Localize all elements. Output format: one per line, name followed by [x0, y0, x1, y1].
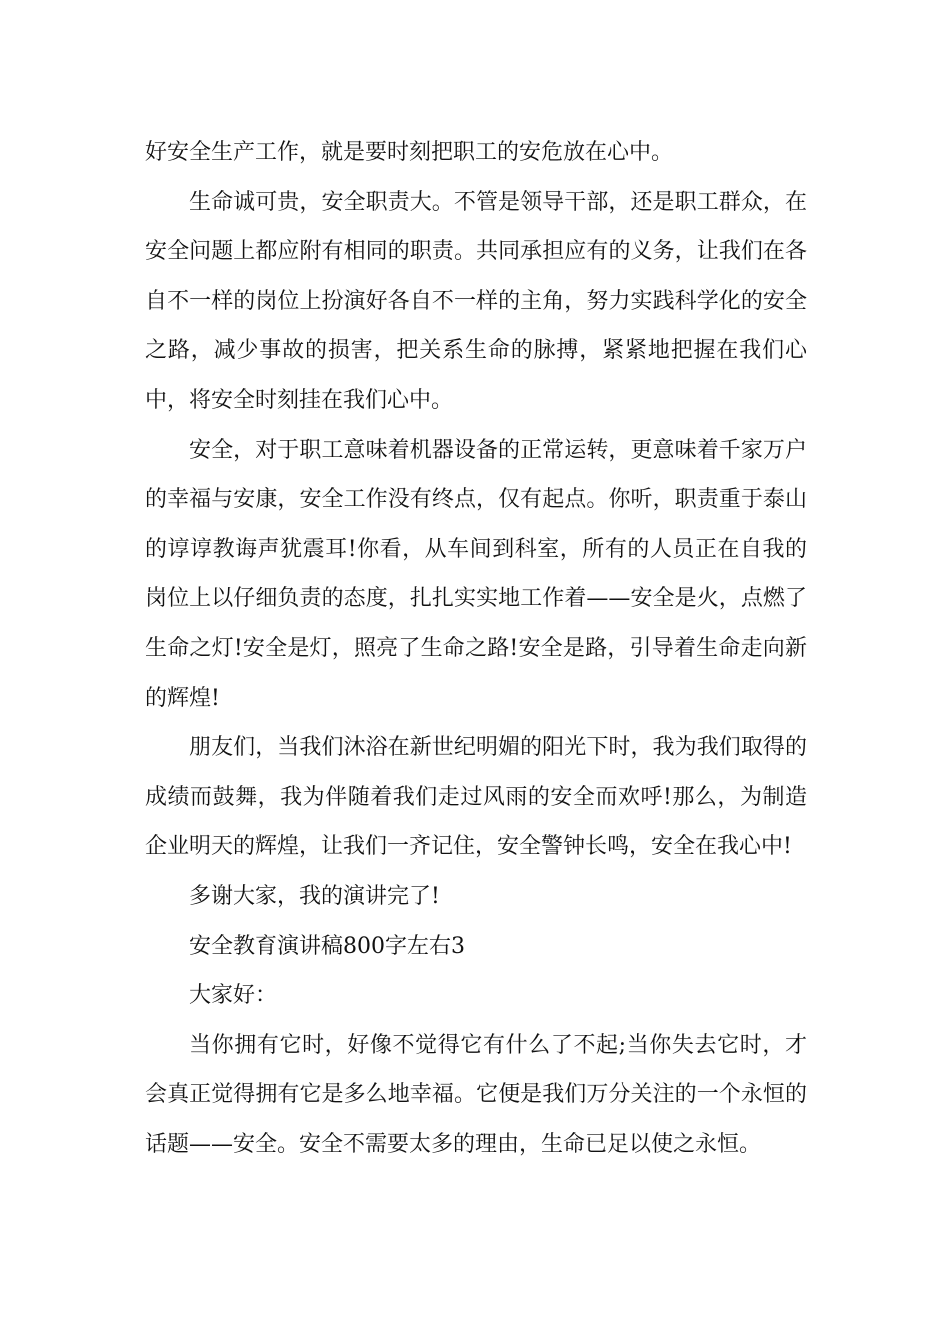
paragraph: 朋友们，当我们沐浴在新世纪明媚的阳光下时，我为我们取得的成绩而鼓舞，我为伴随着我们走过风雨的安全而欢呼!那么，为制造企业明天的辉煌，让我们一齐记住，安全警钟长鸣，安全在我心中!: [145, 735, 807, 860]
greeting: 大家好：: [189, 983, 278, 1009]
closing-line: 多谢大家，我的演讲完了!: [189, 883, 440, 909]
paragraph: 生命诚可贵，安全职责大。不管是领导干部，还是职工群众，在安全问题上都应附有相同的职责。共同承担应有的义务，让我们在各自不一样的岗位上扮演好各自不一样的主角，努力实践科学化的安全之路，减少事故的损害，把关系生命的脉搏，紧紧地把握在我们心中，将安全时刻挂在我们心中。: [145, 189, 807, 413]
paragraph: 安全，对于职工意味着机器设备的正常运转，更意味着千家万户的幸福与安康，安全工作没有终点，仅有起点。你听，职责重于泰山的谆谆教诲声犹震耳!你看，从车间到科室，所有的人员正在自我的岗位上以仔细负责的态度，扎扎实实地工作着——安全是火，点燃了生命之灯!安全是灯，照亮了生命之路!安全是路，引导着生命走向新的辉煌!: [145, 437, 807, 711]
paragraph-continuation: 好安全生产工作，就是要时刻把职工的安危放在心中。: [145, 140, 674, 165]
paragraph: 当你拥有它时，好像不觉得它有什么了不起;当你失去它时，才会真正觉得拥有它是多么地幸福。它便是我们万分关注的一个永恒的话题——安全。安全不需要太多的理由，生命已足以使之永恒。: [145, 1032, 807, 1157]
document-body: [145, 128, 807, 1169]
section-heading: 安全教育演讲稿800字左右3: [189, 933, 465, 959]
